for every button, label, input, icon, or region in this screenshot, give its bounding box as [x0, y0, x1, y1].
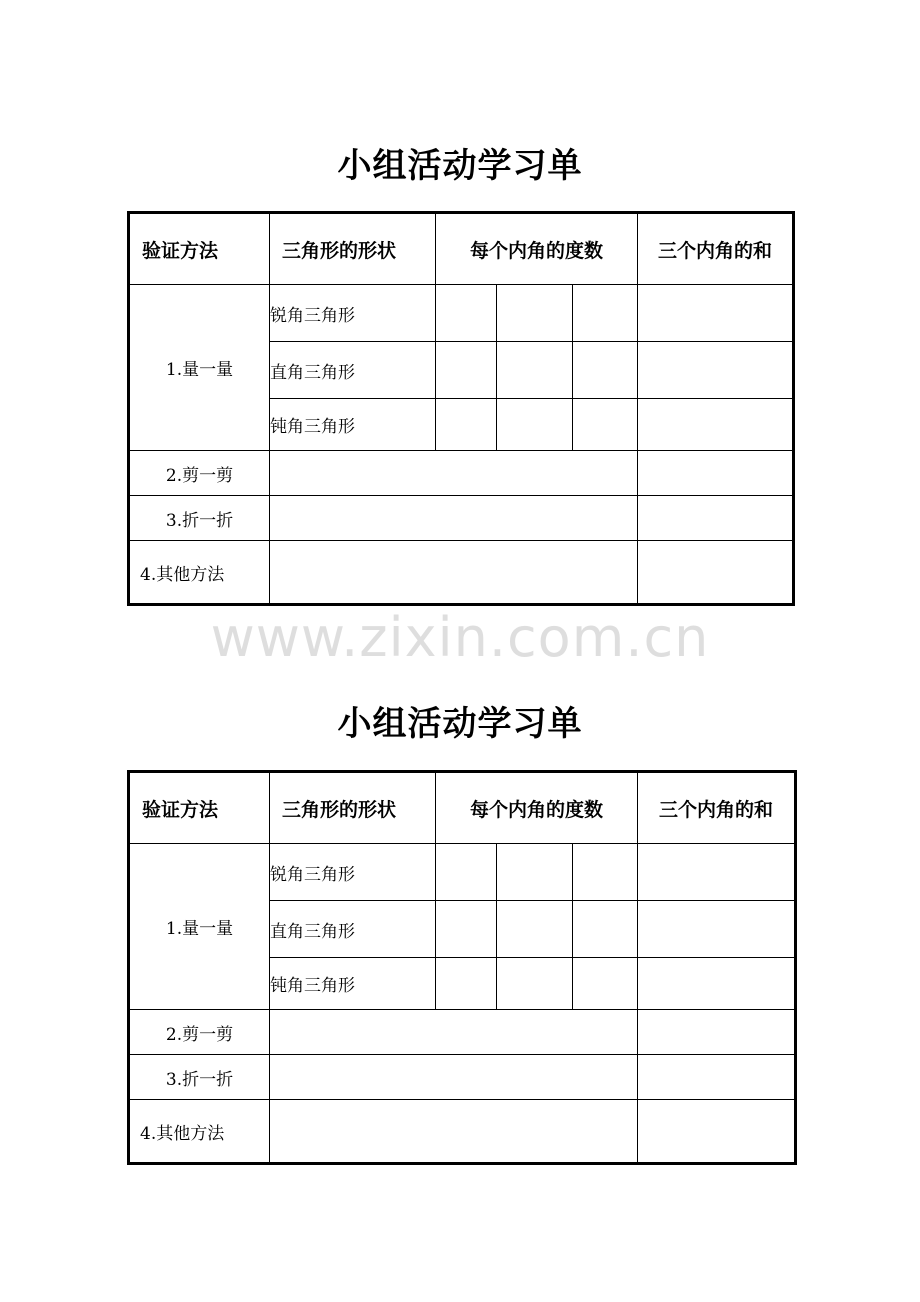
result-cell[interactable] — [270, 541, 638, 605]
angle-cell[interactable] — [497, 901, 573, 958]
angle-cell[interactable] — [436, 901, 497, 958]
activity-table — [127, 770, 797, 1165]
angle-cell[interactable] — [497, 958, 573, 1010]
table-row — [129, 844, 796, 901]
sum-cell[interactable] — [638, 399, 794, 451]
watermark: www.zixin.com.cn — [210, 606, 710, 669]
shape-acute: 锐角三角形 — [270, 285, 436, 342]
shape-obtuse: 钝角三角形 — [270, 958, 436, 1010]
method-cut: 2.剪一剪 — [129, 1010, 270, 1055]
angle-cell[interactable] — [436, 399, 497, 451]
method-other: 4.其他方法 — [129, 541, 270, 605]
sum-cell[interactable] — [638, 342, 794, 399]
table-header-row — [129, 213, 794, 285]
header-degrees: 每个内角的度数 — [436, 213, 638, 285]
angle-cell[interactable] — [497, 285, 573, 342]
table-header-row — [129, 772, 796, 844]
angle-cell[interactable] — [573, 342, 638, 399]
method-other: 4.其他方法 — [129, 1100, 270, 1164]
result-cell[interactable] — [270, 451, 638, 496]
activity-table — [127, 211, 795, 606]
table-row — [129, 285, 794, 342]
result-cell[interactable] — [270, 496, 638, 541]
shape-right: 直角三角形 — [270, 342, 436, 399]
table-row — [129, 541, 794, 605]
result-cell[interactable] — [270, 1100, 638, 1164]
sum-cell[interactable] — [638, 844, 796, 901]
method-fold: 3.折一折 — [129, 496, 270, 541]
angle-cell[interactable] — [573, 901, 638, 958]
header-method: 验证方法 — [129, 772, 270, 844]
table-row — [129, 1010, 796, 1055]
result-cell[interactable] — [270, 1010, 638, 1055]
angle-cell[interactable] — [497, 399, 573, 451]
sum-cell[interactable] — [638, 541, 794, 605]
sheet-title: 小组活动学习单 — [337, 704, 583, 744]
header-shape: 三角形的形状 — [270, 772, 436, 844]
method-fold: 3.折一折 — [129, 1055, 270, 1100]
angle-cell[interactable] — [573, 844, 638, 901]
sum-cell[interactable] — [638, 1055, 796, 1100]
method-measure: 1.量一量 — [129, 285, 270, 451]
sum-cell[interactable] — [638, 958, 796, 1010]
header-sum: 三个内角的和 — [638, 772, 796, 844]
method-cut: 2.剪一剪 — [129, 451, 270, 496]
table-row — [129, 1100, 796, 1164]
table-row — [129, 496, 794, 541]
angle-cell[interactable] — [573, 399, 638, 451]
table-row — [129, 1055, 796, 1100]
sum-cell[interactable] — [638, 1010, 796, 1055]
sum-cell[interactable] — [638, 496, 794, 541]
shape-right: 直角三角形 — [270, 901, 436, 958]
header-shape: 三角形的形状 — [270, 213, 436, 285]
shape-obtuse: 钝角三角形 — [270, 399, 436, 451]
sheet-title: 小组活动学习单 — [337, 146, 583, 186]
shape-acute: 锐角三角形 — [270, 844, 436, 901]
sum-cell[interactable] — [638, 1100, 796, 1164]
angle-cell[interactable] — [497, 342, 573, 399]
method-measure: 1.量一量 — [129, 844, 270, 1010]
result-cell[interactable] — [270, 1055, 638, 1100]
table-row — [129, 451, 794, 496]
angle-cell[interactable] — [573, 285, 638, 342]
angle-cell[interactable] — [436, 958, 497, 1010]
angle-cell[interactable] — [436, 285, 497, 342]
sum-cell[interactable] — [638, 901, 796, 958]
header-sum: 三个内角的和 — [638, 213, 794, 285]
angle-cell[interactable] — [497, 844, 573, 901]
sum-cell[interactable] — [638, 285, 794, 342]
angle-cell[interactable] — [573, 958, 638, 1010]
header-degrees: 每个内角的度数 — [436, 772, 638, 844]
sum-cell[interactable] — [638, 451, 794, 496]
angle-cell[interactable] — [436, 342, 497, 399]
angle-cell[interactable] — [436, 844, 497, 901]
header-method: 验证方法 — [129, 213, 270, 285]
